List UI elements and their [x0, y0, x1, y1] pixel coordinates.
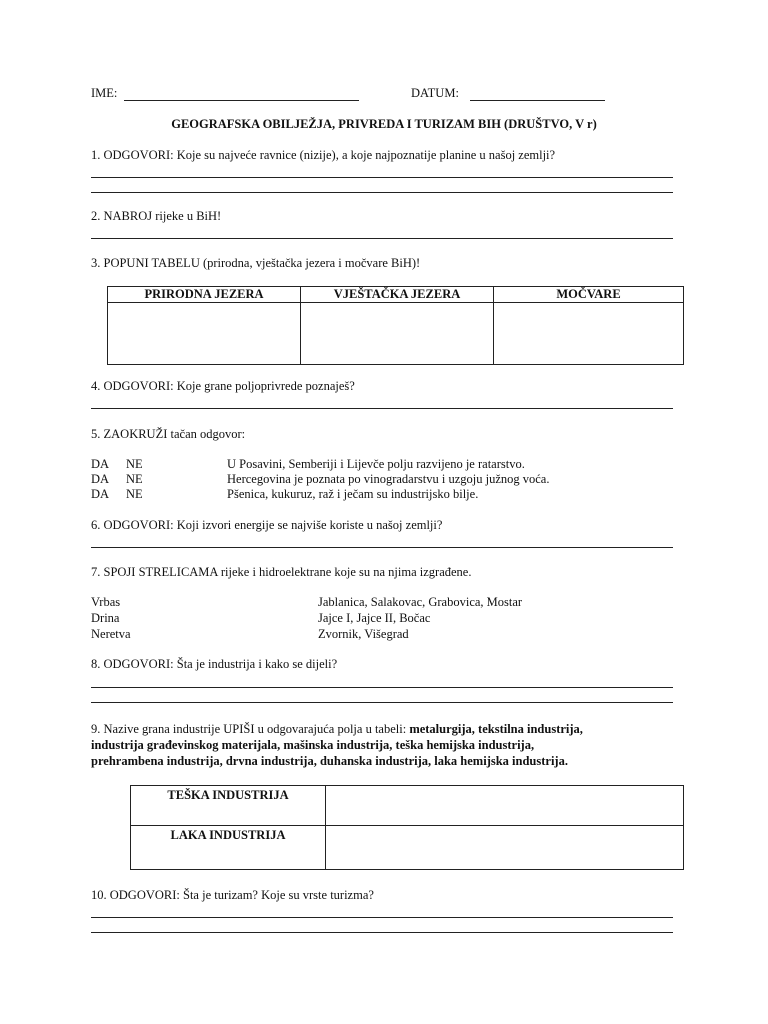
statement-text: Hercegovina je poznata po vinogradarstvu i uzgoju južnog voća.	[227, 472, 550, 486]
answer-line[interactable]	[91, 238, 673, 239]
heavy-industry-label: TEŠKA INDUSTRIJA	[167, 788, 289, 802]
answer-line[interactable]	[91, 177, 673, 178]
question-9-terms-2: industrija građevinskog materijala, mašinska industrija, teška hemijska industrija,	[91, 738, 535, 752]
answer-line[interactable]	[91, 547, 673, 548]
name-field[interactable]	[124, 100, 359, 101]
question-9-terms-1: metalurgija, tekstilna industrija,	[409, 722, 583, 736]
artificial-lakes-cell[interactable]	[301, 303, 494, 365]
question-7: 7. SPOJI STRELICAMA rijeke i hidroelektrane koje su na njima izgrađene.	[91, 565, 472, 579]
question-1: 1. ODGOVORI: Koje su najveće ravnice (nizije), a koje najpoznatije planine u našoj zemlji?	[91, 148, 556, 162]
answer-line[interactable]	[91, 687, 673, 688]
swamps-cell[interactable]	[494, 303, 684, 365]
question-10: 10. ODGOVORI: Šta je turizam? Koje su vrste turizma?	[91, 888, 374, 902]
answer-line[interactable]	[91, 917, 673, 918]
true-false-row	[0, 487, 768, 502]
plant-item: Jajce I, Jajce II, Bočac	[318, 611, 431, 625]
ne-option[interactable]: NE	[126, 457, 143, 471]
ne-option[interactable]: NE	[126, 487, 143, 501]
question-9-terms-3: prehrambena industrija, drvna industrija, duhanska industrija, laka hemijska industrija.	[91, 754, 568, 768]
question-4: 4. ODGOVORI: Koje grane poljoprivrede poznaješ?	[91, 379, 355, 393]
light-industry-label-cell	[131, 826, 326, 870]
answer-line[interactable]	[91, 408, 673, 409]
statement-text: U Posavini, Semberiji i Lijevče polju razvijeno je ratarstvo.	[227, 457, 525, 471]
question-5: 5. ZAOKRUŽI tačan odgovor:	[91, 427, 246, 441]
river-item: Vrbas	[91, 595, 121, 609]
page-title: GEOGRAFSKA OBILJEŽJA, PRIVREDA I TURIZAM BIH (DRUŠTVO, V r)	[171, 117, 597, 131]
true-false-row	[0, 457, 768, 472]
header-natural-lakes: PRIRODNA JEZERA	[108, 287, 301, 303]
lakes-table	[107, 286, 684, 365]
ne-option[interactable]: NE	[126, 472, 143, 486]
true-false-row	[0, 472, 768, 487]
date-label: DATUM:	[411, 86, 459, 100]
name-label: IME:	[91, 86, 118, 100]
da-option[interactable]: DA	[91, 457, 110, 471]
river-item: Drina	[91, 611, 120, 625]
question-6: 6. ODGOVORI: Koji izvori energije se najviše koriste u našoj zemlji?	[91, 518, 443, 532]
statement-text: Pšenica, kukuruz, raž i ječam su industrijsko bilje.	[227, 487, 479, 501]
heavy-industry-label-cell	[131, 786, 326, 826]
question-3: 3. POPUNI TABELU (prirodna, vještačka jezera i močvare BiH)!	[91, 256, 421, 270]
plant-item: Zvornik, Višegrad	[318, 627, 409, 641]
da-option[interactable]: DA	[91, 472, 110, 486]
header-swamps: MOČVARE	[494, 287, 684, 303]
light-industry-cell[interactable]	[326, 826, 684, 870]
date-field[interactable]	[470, 100, 605, 101]
answer-line[interactable]	[91, 192, 673, 193]
answer-line[interactable]	[91, 702, 673, 703]
natural-lakes-cell[interactable]	[108, 303, 301, 365]
answer-line[interactable]	[91, 932, 673, 933]
industry-table	[130, 785, 684, 870]
river-item: Neretva	[91, 627, 131, 641]
header-artificial-lakes: VJEŠTAČKA JEZERA	[301, 287, 494, 303]
da-option[interactable]: DA	[91, 487, 110, 501]
heavy-industry-cell[interactable]	[326, 786, 684, 826]
question-9	[91, 721, 583, 769]
question-9-prefix: 9. Nazive grana industrije UPIŠI u odgovarajuća polja u tabeli:	[91, 722, 410, 736]
light-industry-label: LAKA INDUSTRIJA	[170, 828, 286, 842]
plant-item: Jablanica, Salakovac, Grabovica, Mostar	[318, 595, 523, 609]
question-2: 2. NABROJ rijeke u BiH!	[91, 209, 222, 223]
question-8: 8. ODGOVORI: Šta je industrija i kako se dijeli?	[91, 657, 338, 671]
